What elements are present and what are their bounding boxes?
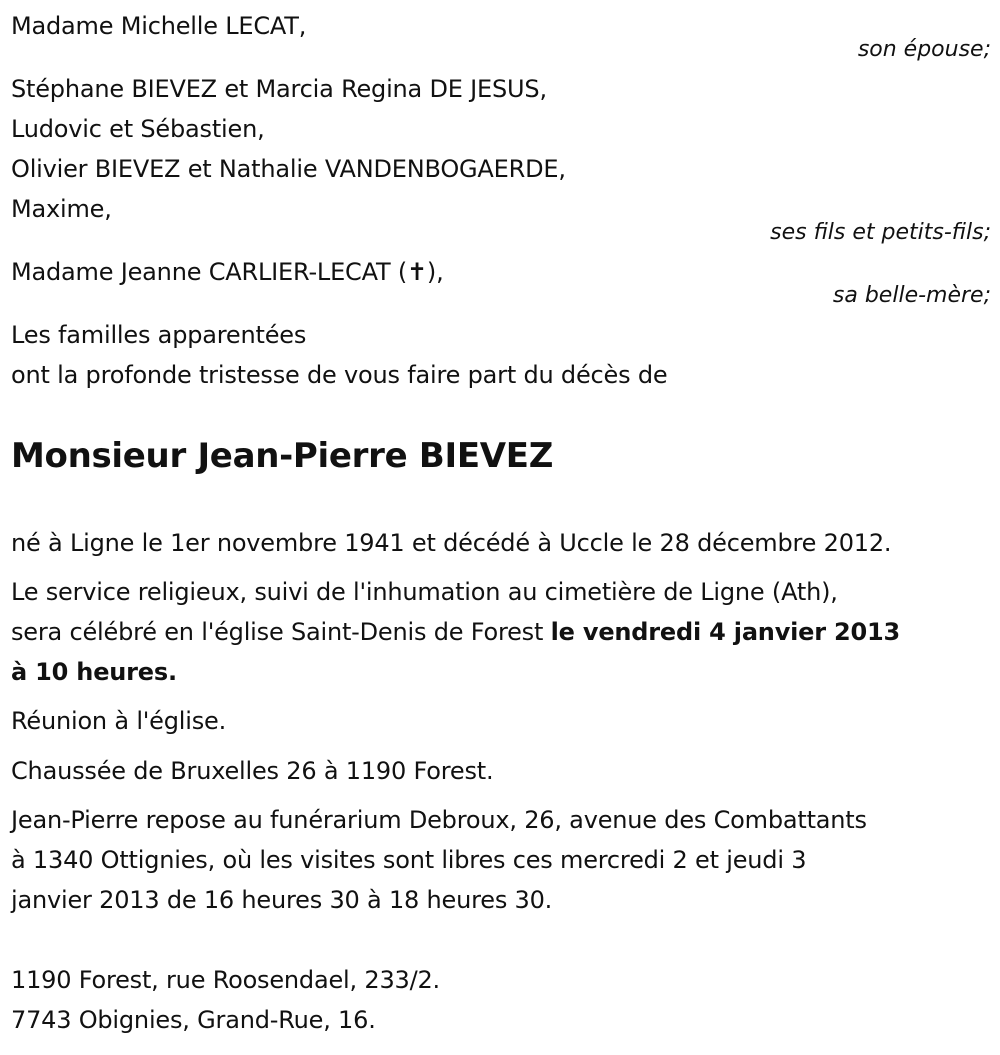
spouse-name: Madame Michelle LECAT, [11,12,307,40]
children-role: ses fils et petits-fils; [770,220,991,245]
spouse-role: son épouse; [857,37,991,62]
visit-line-3: janvier 2013 de 16 heures 30 à 18 heures 30. [11,886,553,914]
children-line-2: Ludovic et Sébastien, [11,115,265,143]
visit-line-2: à 1340 Ottignies, où les visites sont libres ces mercredi 2 et jeudi 3 [11,846,807,874]
meeting-line: Réunion à l'église. [11,707,227,735]
service-time: à 10 heures. [11,658,177,686]
children-line-3: Olivier BIEVEZ et Nathalie VANDENBOGAERDE, [11,155,566,183]
relatives-line: Les familles apparentées [11,321,307,349]
address-line-1: 1190 Forest, rue Roosendael, 233/2. [11,966,440,994]
church-address: Chaussée de Bruxelles 26 à 1190 Forest. [11,757,494,785]
deceased-name: Monsieur Jean-Pierre BIEVEZ [11,436,554,476]
mother-in-law-role: sa belle-mère; [832,283,991,308]
service-date: le vendredi 4 janvier 2013 [550,618,901,646]
children-line-4: Maxime, [11,195,112,223]
service-line-2-prefix: sera célébré en l'église Saint-Denis de Forest [11,618,551,646]
children-line-1: Stéphane BIEVEZ et Marcia Regina DE JESUS, [11,75,547,103]
birth-death-line: né à Ligne le 1er novembre 1941 et décédé à Uccle le 28 décembre 2012. [11,529,892,557]
announcement-line: ont la profonde tristesse de vous faire part du décès de [11,361,668,389]
mother-in-law-name: Madame Jeanne CARLIER-LECAT (✝), [11,258,444,286]
service-line-2 [11,617,900,647]
address-line-2: 7743 Obignies, Grand-Rue, 16. [11,1006,376,1034]
visit-line-1: Jean-Pierre repose au funérarium Debroux, 26, avenue des Combattants [11,806,867,834]
service-line-1: Le service religieux, suivi de l'inhumation au cimetière de Ligne (Ath), [11,578,838,606]
